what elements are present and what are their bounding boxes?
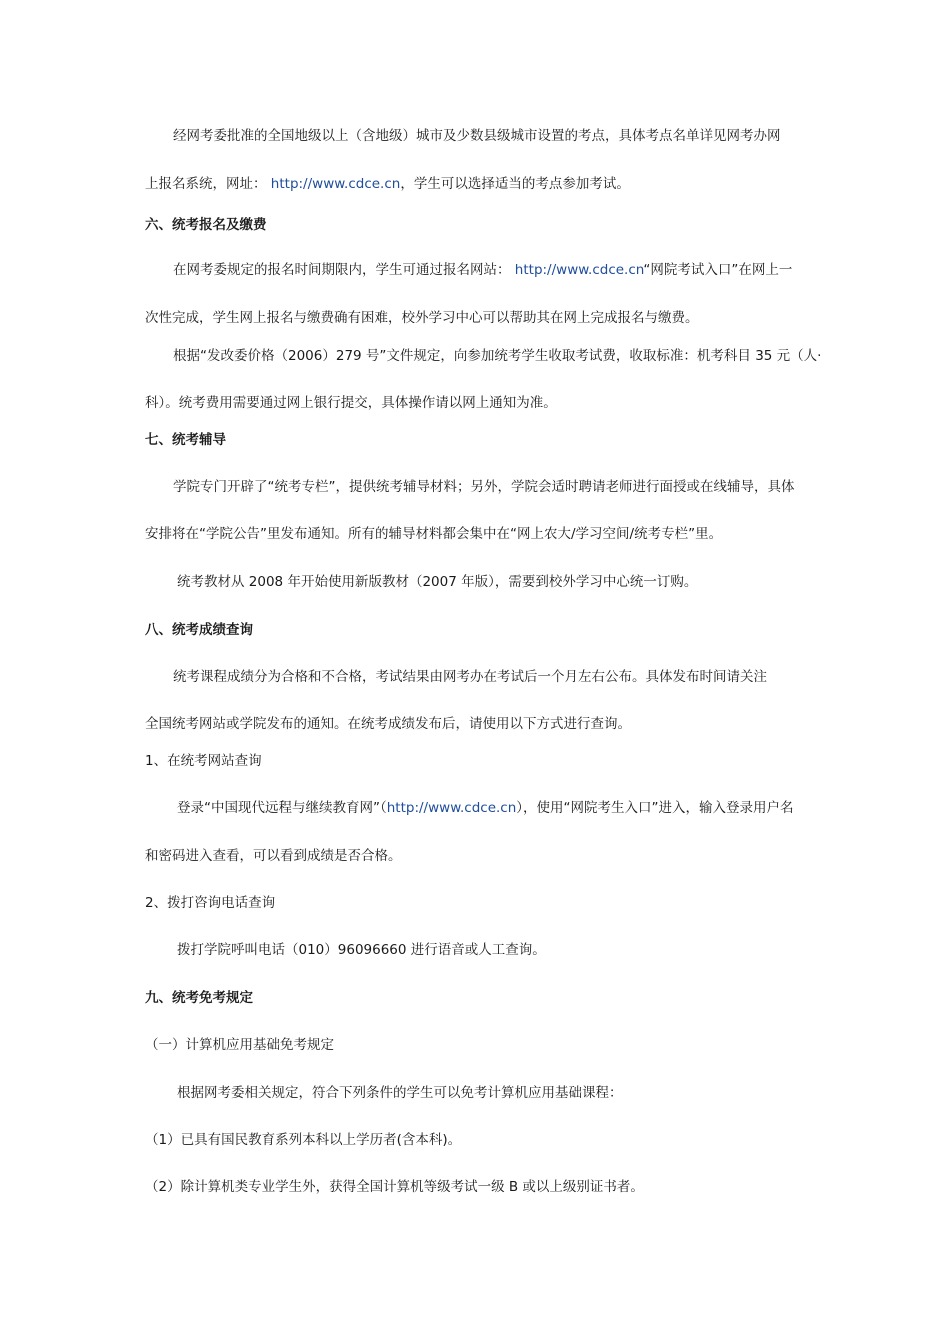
paragraph-line: 根据网考委相关规定，符合下列条件的学生可以免考计算机应用基础课程： (177, 1085, 623, 1101)
paragraph-line: 学院专门开辟了“统考专栏”，提供统考辅导材料；另外，学院会适时聘请老师进行面授或在线辅导，具体 (173, 479, 795, 495)
paragraph-line: 安排将在“学院公告”里发布通知。所有的辅导材料都会集中在“网上农大/学习空间/统考专栏”里。 (145, 526, 723, 542)
cdce-link[interactable]: http://www.cdce.cn (270, 176, 401, 192)
cdce-link[interactable]: http://www.cdce.cn (386, 800, 517, 816)
paragraph-line: 次性完成，学生网上报名与缴费确有困难，校外学习中心可以帮助其在网上完成报名与缴费。 (145, 310, 699, 326)
list-item: （1）已具有国民教育系列本科以上学历者(含本科)。 (145, 1132, 462, 1148)
cdce-link[interactable]: http://www.cdce.cn (514, 262, 644, 278)
list-item: （2）除计算机类专业学生外，获得全国计算机等级考试一级 B 或以上级别证书者。 (145, 1179, 644, 1195)
subsection-heading: 2、拨打咨询电话查询 (145, 895, 276, 911)
text-segment: 登录“中国现代远程与继续教育网”（ (177, 800, 387, 816)
paragraph-line (173, 260, 792, 280)
paragraph-line: 拨打学院呼叫电话（010）96096660 进行语音或人工查询。 (177, 942, 546, 958)
paragraph-line: 统考教材从 2008 年开始使用新版教材（2007 年版），需要到校外学习中心统一订购。 (177, 574, 698, 590)
text-segment: “网院考试入口”在网上一 (643, 262, 793, 278)
paragraph-line (177, 798, 794, 818)
subsection-heading: 1、在统考网站查询 (145, 753, 262, 769)
text-segment: ，学生可以选择适当的考点参加考试。 (400, 176, 630, 192)
paragraph-line (145, 174, 630, 194)
subsection-heading: （一）计算机应用基础免考规定 (145, 1037, 334, 1053)
text-segment: ），使用“网院考生入口”进入，输入登录用户名 (516, 800, 794, 816)
paragraph-line: 经网考委批准的全国地级以上（含地级）城市及少数县级城市设置的考点，具体考点名单详见网考办网 (173, 128, 781, 144)
section-heading-6: 六、统考报名及缴费 (145, 217, 267, 233)
section-heading-9: 九、统考免考规定 (145, 990, 253, 1006)
paragraph-line: 全国统考网站或学院发布的通知。在统考成绩发布后，请使用以下方式进行查询。 (145, 716, 631, 732)
section-heading-8: 八、统考成绩查询 (145, 622, 253, 638)
paragraph-line: 统考课程成绩分为合格和不合格，考试结果由网考办在考试后一个月左右公布。具体发布时间请关注 (173, 669, 767, 685)
text-segment: 在网考委规定的报名时间期限内，学生可通过报名网站： (173, 262, 511, 278)
paragraph-line: 和密码进入查看，可以看到成绩是否合格。 (145, 848, 402, 864)
paragraph-line: 根据“发改委价格（2006）279 号”文件规定，向参加统考学生收取考试费，收取标准：机考科目 35 元（人· (173, 348, 822, 364)
paragraph-line: 科）。统考费用需要通过网上银行提交，具体操作请以网上通知为准。 (145, 395, 557, 411)
section-heading-7: 七、统考辅导 (145, 432, 226, 448)
text-segment: 上报名系统，网址： (145, 176, 267, 192)
